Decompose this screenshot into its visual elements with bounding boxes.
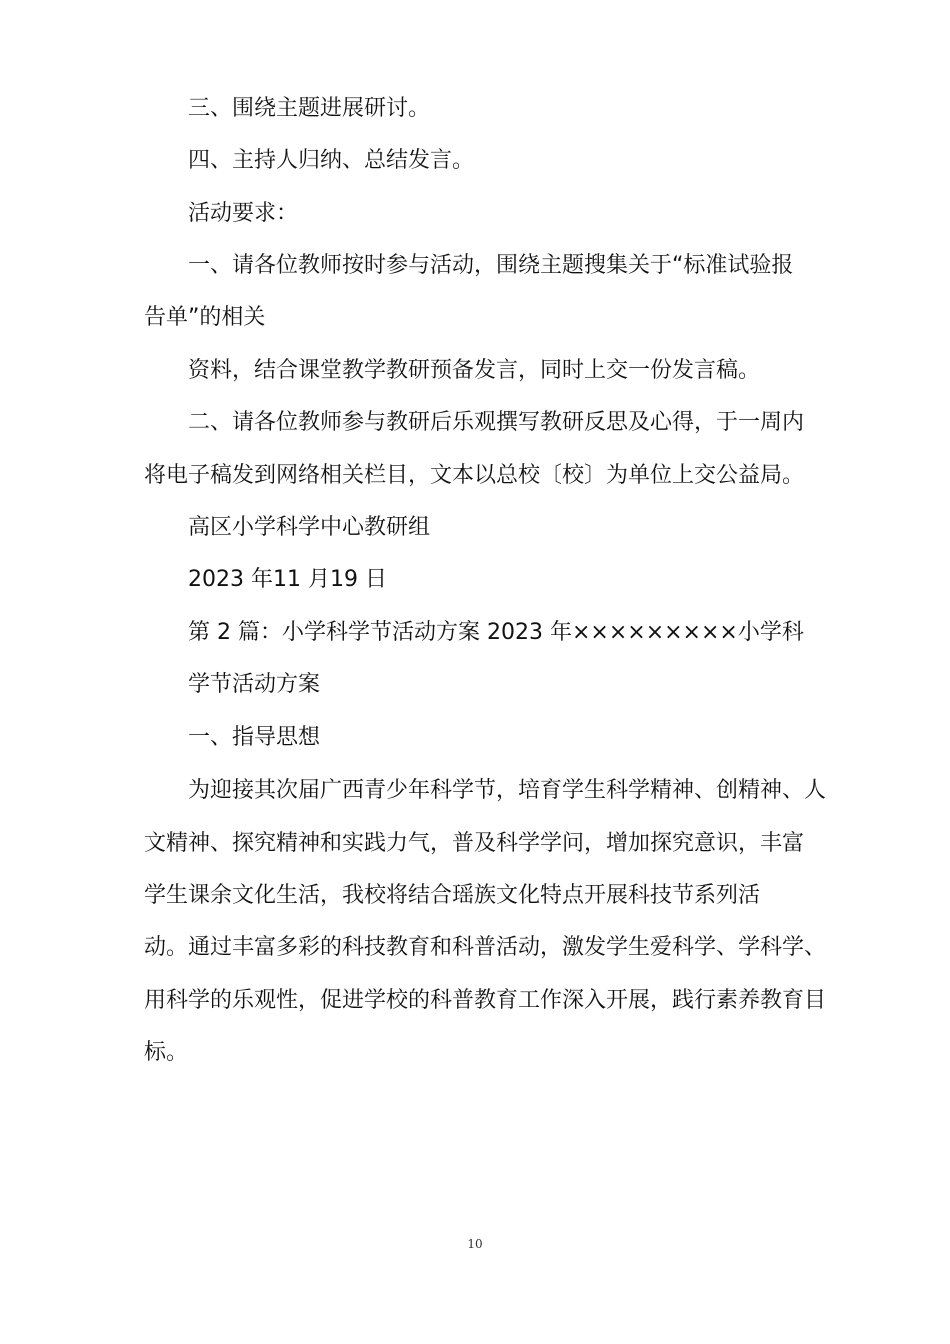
text-line: 标。 <box>144 1040 189 1065</box>
text-line: 一、请各位教师按时参与活动，围绕主题搜集关于“标准试验报 <box>188 253 794 278</box>
text-line: 动。通过丰富多彩的科技教育和科普活动，激发学生爱科学、学科学、 <box>144 935 827 960</box>
text-line: 文精神、探究精神和实践力气，普及科学学问，增加探究意识，丰富 <box>144 831 805 856</box>
signature-date: 2023 年11 月19 日 <box>188 567 387 592</box>
section-title: 学节活动方案 <box>188 672 321 697</box>
text-line: 四、主持人归纳、总结发言。 <box>188 148 475 173</box>
section-title: 第 2 篇：小学科学节活动方案 2023 年×××××××××小学科 <box>188 620 804 645</box>
text-line: 为迎接其次届广西青少年科学节，培育学生科学精神、创精神、人 <box>188 778 827 803</box>
text-line: 二、请各位教师参与教研后乐观撰写教研反思及心得，于一周内 <box>188 410 805 435</box>
section-heading: 一、指导思想 <box>188 725 321 750</box>
text-line: 用科学的乐观性，促进学校的科普教育工作深入开展，践行素养教育目 <box>144 988 827 1013</box>
text-line: 将电子稿发到网络相关栏目，文本以总校〔校〕为单位上交公益局。 <box>144 463 805 488</box>
text-line: 资料，结合课堂教学教研预备发言，同时上交一份发言稿。 <box>188 358 761 383</box>
text-line: 活动要求： <box>188 201 299 226</box>
text-line: 学生课余文化生活，我校将结合瑶族文化特点开展科技节系列活 <box>144 883 761 908</box>
text-line: 三、围绕主题进展研讨。 <box>188 96 431 121</box>
page-number: 10 <box>467 1237 483 1251</box>
signature-org: 高区小学科学中心教研组 <box>188 515 431 540</box>
text-line: 告单”的相关 <box>144 305 266 330</box>
